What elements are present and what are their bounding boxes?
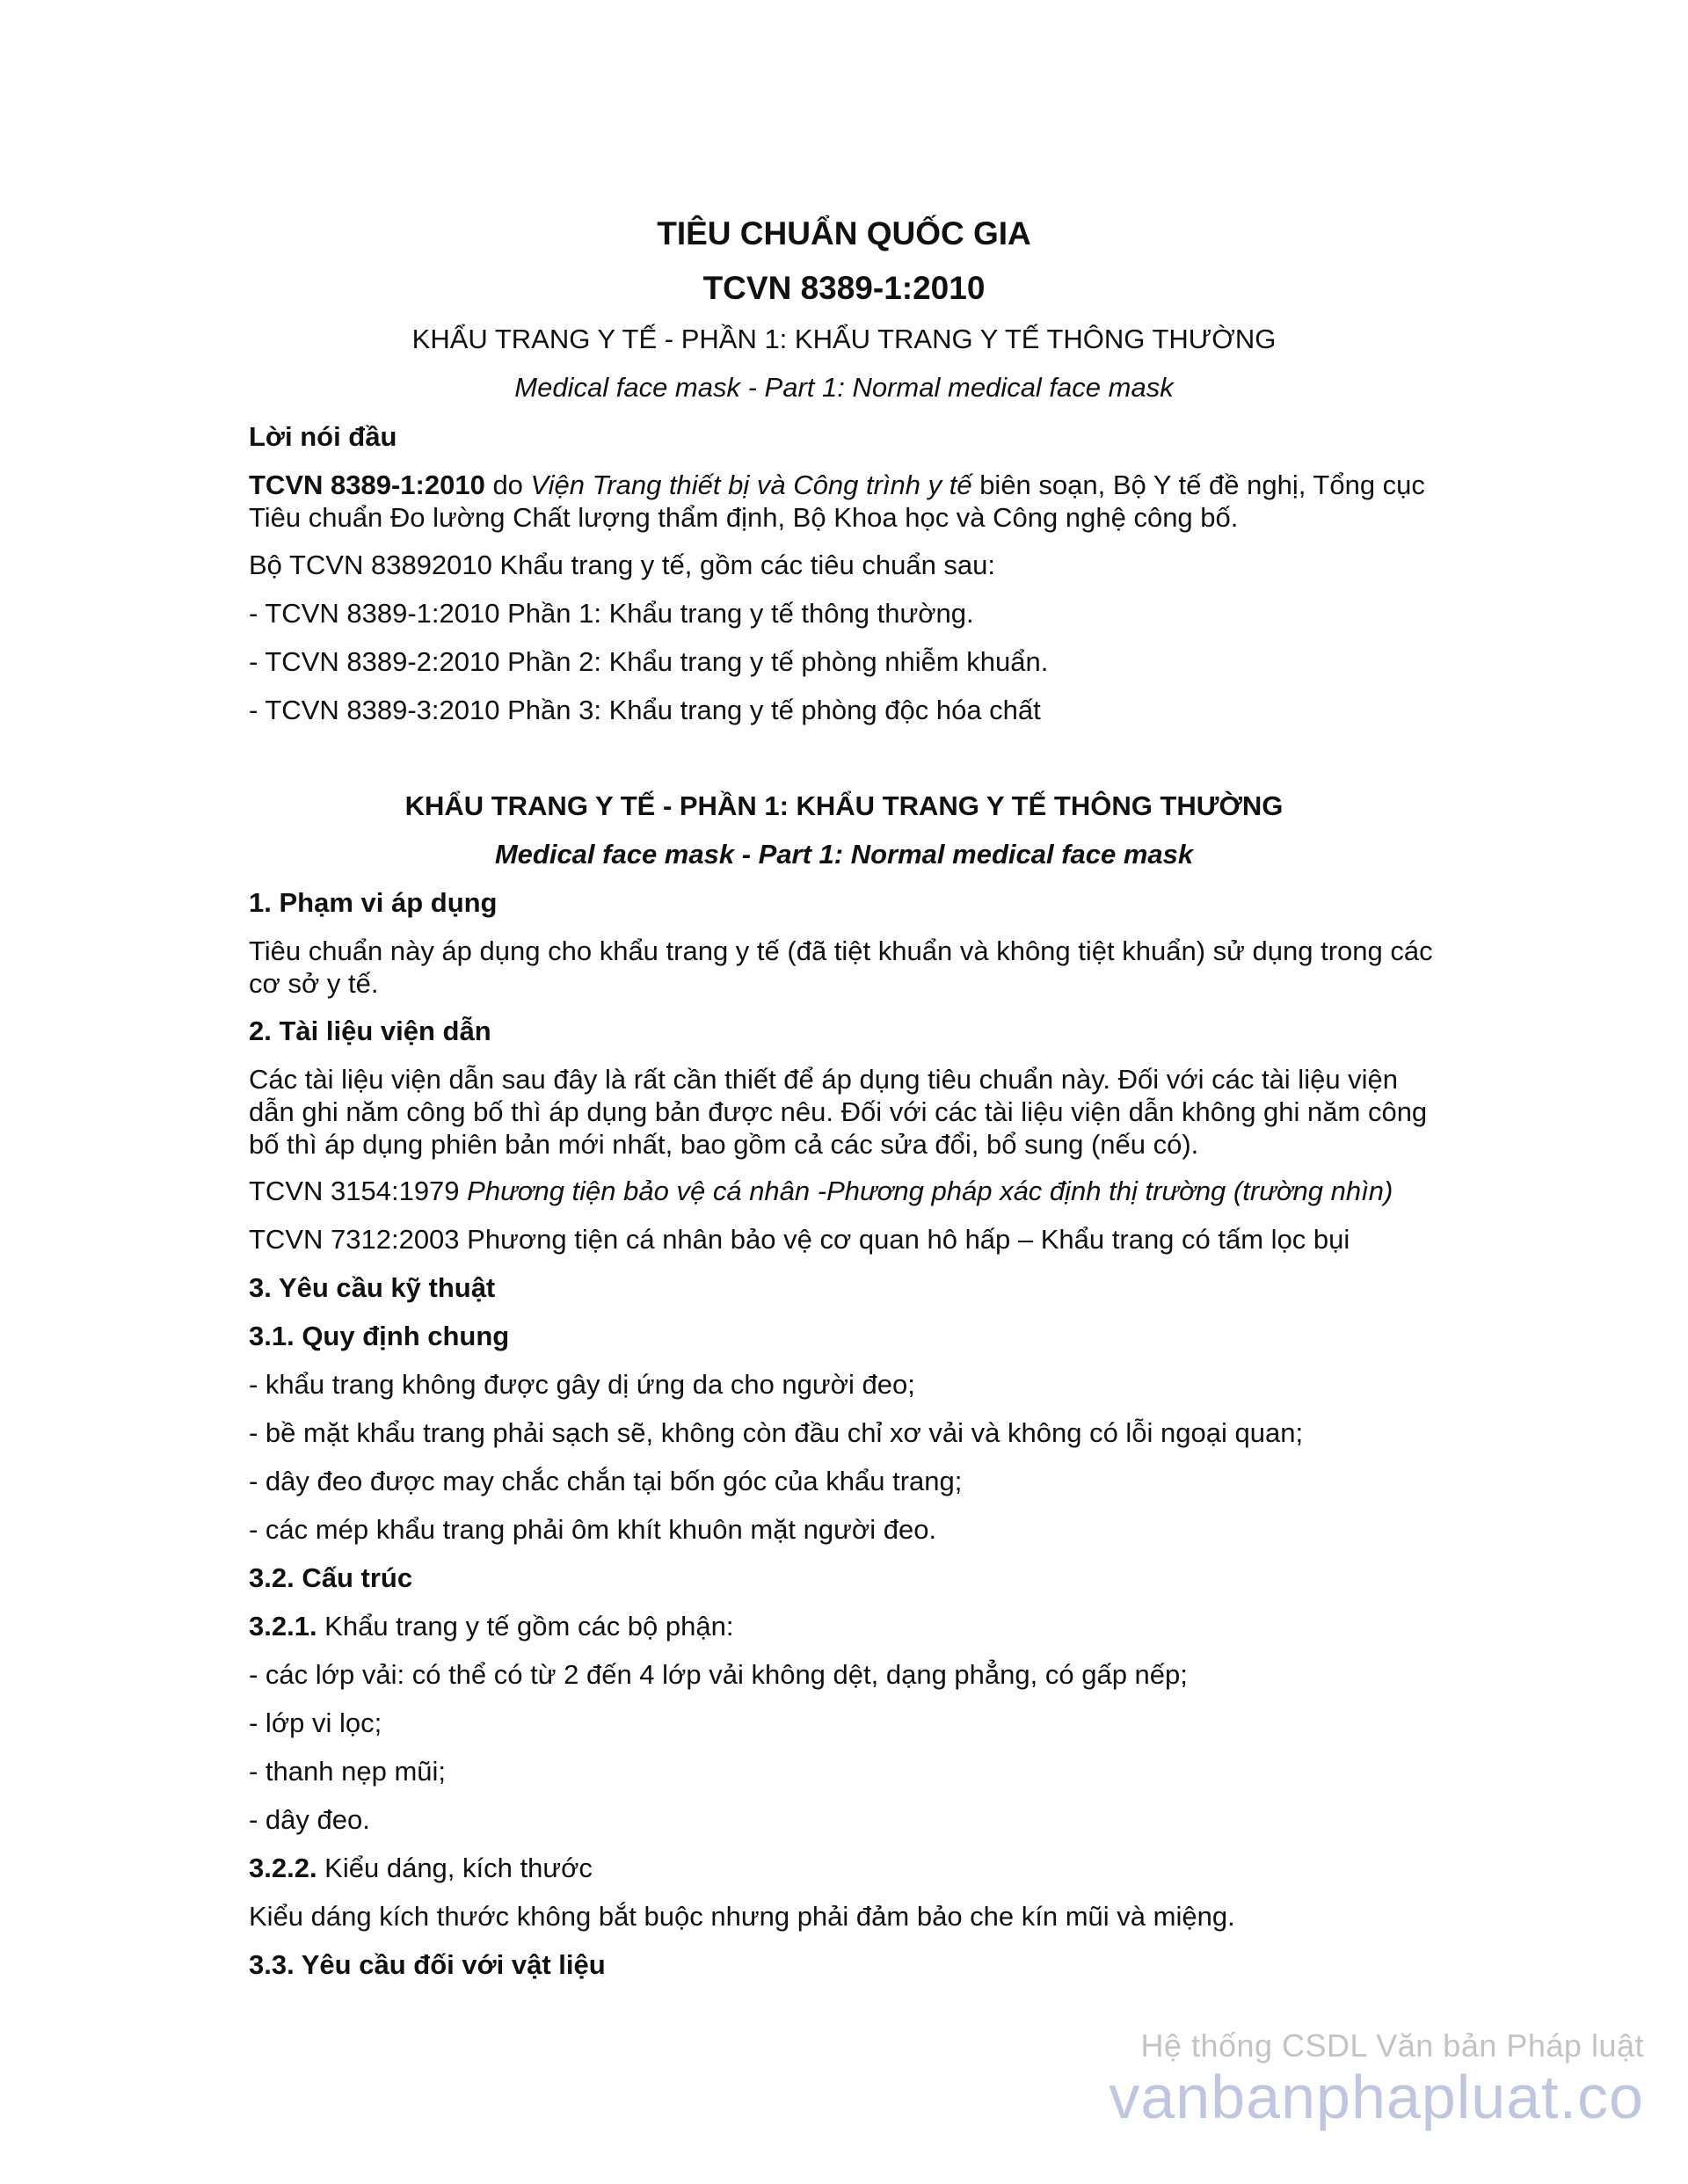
section-2-text: Các tài liệu viện dẫn sau đây là rất cần thiết để áp dụng tiêu chuẩn này. Đối với các tài liệu viện dẫn ghi năm công bố thì áp dụng bản được nêu. Đối với các tài liệu viện dẫn không ghi năm công bố thì áp dụng phiên bản mới nhất, bao gồm cả các sửa đổi, bổ sung (nếu có). [249, 1064, 1428, 1160]
section-3-2-1 [249, 1610, 1444, 1642]
foreword-text-b: biên soạn, Bộ Y tế đề nghị, Tổng cục Tiêu chuẩn Đo lường Chất lượng thẩm định, Bộ Khoa học và Công nghệ công bố. [249, 470, 1425, 533]
main-title: KHẨU TRANG Y TẾ - PHẦN 1: KHẨU TRANG Y TẾ THÔNG THƯỜNG [404, 790, 1284, 821]
watermark-line-2: vanbanphapluat.co [1109, 2063, 1644, 2131]
foreword-item: - TCVN 8389-2:2010 Phần 2: Khẩu trang y tế phòng nhiễm khuẩn. [249, 646, 1049, 677]
foreword-series: Bộ TCVN 83892010 Khẩu trang y tế, gồm các tiêu chuẩn sau: [249, 550, 996, 580]
foreword-item: - TCVN 8389-1:2010 Phần 1: Khẩu trang y tế thông thường. [249, 598, 974, 629]
foreword-item: - TCVN 8389-3:2010 Phần 3: Khẩu trang y tế phòng độc hóa chất [249, 695, 1041, 725]
list-item: - các lớp vải: có thể có từ 2 đến 4 lớp vải không dệt, dạng phẳng, có gấp nếp; [249, 1659, 1188, 1690]
doc-title: TIÊU CHUẨN QUỐC GIA [657, 215, 1031, 251]
doc-subtitle: KHẨU TRANG Y TẾ - PHẦN 1: KHẨU TRANG Y TẾ THÔNG THƯỜNG [411, 324, 1277, 354]
section-3-2-heading: 3.2. Cấu trúc [249, 1562, 413, 1593]
doc-code: TCVN 8389-1:2010 [702, 270, 986, 306]
main-title-en: Medical face mask - Part 1: Normal medical face mask [494, 839, 1194, 870]
section-1-heading: 1. Phạm vi áp dụng [249, 887, 498, 918]
foreword-text-a: do [484, 470, 531, 500]
list-item: - dây đeo được may chắc chắn tại bốn góc của khẩu trang; [249, 1466, 963, 1496]
list-item: - lớp vi lọc; [249, 1707, 382, 1738]
section-3-2-2-body: Kiểu dáng kích thước không bắt buộc nhưng phải đảm bảo che kín mũi và miệng. [249, 1901, 1235, 1932]
section-3-heading: 3. Yêu cầu kỹ thuật [249, 1272, 496, 1303]
list-item: - thanh nẹp mũi; [249, 1756, 447, 1787]
list-item: - dây đeo. [249, 1804, 370, 1835]
reference-1-title: Phương tiện bảo vệ cá nhân -Phương pháp xác định thị trường (trường nhìn) [467, 1176, 1393, 1206]
section-1-text: Tiêu chuẩn này áp dụng cho khẩu trang y tế (đã tiệt khuẩn và không tiệt khuẩn) sử dụng trong các cơ sở y tế. [249, 935, 1433, 999]
section-3-2-2-number: 3.2.2. [249, 1853, 317, 1883]
foreword-heading: Lời nói đầu [249, 421, 397, 452]
reference-2: TCVN 7312:2003 Phương tiện cá nhân bảo vệ cơ quan hô hấp – Khẩu trang có tấm lọc bụi [249, 1224, 1350, 1255]
section-3-3-heading: 3.3. Yêu cầu đối với vật liệu [249, 1949, 606, 1980]
foreword-institute: Viện Trang thiết bị và Công trình y tế [530, 470, 972, 500]
section-2-heading: 2. Tài liệu viện dẫn [249, 1016, 491, 1046]
watermark-line-1: Hệ thống CSDL Văn bản Pháp luật [1140, 2027, 1644, 2064]
section-3-2-1-number: 3.2.1. [249, 1611, 317, 1642]
section-3-1-heading: 3.1. Quy định chung [249, 1321, 510, 1351]
list-item: - bề mặt khẩu trang phải sạch sẽ, không còn đầu chỉ xơ vải và không có lỗi ngoại quan; [249, 1417, 1304, 1448]
section-3-2-1-text: Khẩu trang y tế gồm các bộ phận: [316, 1611, 734, 1642]
doc-subtitle-en: Medical face mask - Part 1: Normal medical face mask [514, 372, 1174, 403]
section-3-2-2-text: Kiểu dáng, kích thước [316, 1853, 593, 1883]
reference-1 [249, 1175, 1444, 1207]
list-item: - các mép khẩu trang phải ôm khít khuôn mặt người đeo. [249, 1514, 937, 1545]
list-item: - khẩu trang không được gây dị ứng da cho người đeo; [249, 1369, 915, 1400]
foreword-code: TCVN 8389-1:2010 [249, 470, 485, 500]
foreword-paragraph [249, 469, 1444, 534]
section-3-2-2 [249, 1852, 1444, 1884]
reference-1-code: TCVN 3154:1979 [249, 1176, 468, 1206]
